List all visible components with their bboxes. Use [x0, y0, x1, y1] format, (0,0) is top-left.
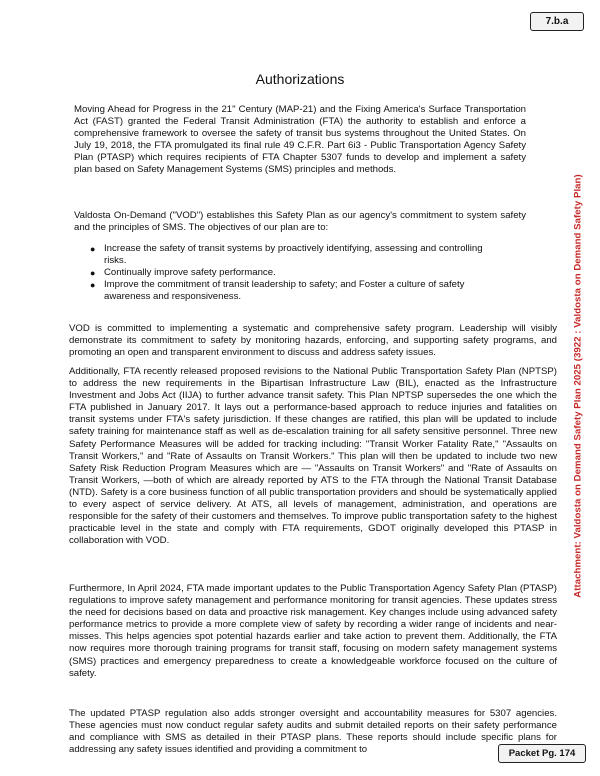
objective-text: Continually improve safety performance. — [104, 267, 276, 279]
bullet-icon: ● — [90, 280, 96, 291]
list-item — [90, 267, 504, 279]
paragraph-oversight: The updated PTASP regulation also adds stronger oversight and accountability measures for 5307 agencies. These agencies must now conduct regular safety audits and submit detailed reports on their safety performance and compliance with SMS as detailed in their PTASP plans. These reports should include specific plans for addressing any safety issues identified and providing a commitment to — [69, 708, 557, 756]
paragraph-april-2024-updates: Furthermore, In April 2024, FTA made important updates to the Public Transportation Agency Safety Plan (PTASP) regulations to improve safety management and performance monitoring for transit agencies. These updates stress the need for decisions based on data and proactive risk management. Key changes include using advanced safety performance metrics to provide a more complete view of safety by recording a wider range of incidents and near-misses. This helps agencies spot potential hazards earlier and take action to prevent them. Additionally, the FTA now requires more thorough training programs for transit staff, focusing on modern safety management systems (SMS) practices and emergency preparedness to create a knowledgeable workforce focused on the culture of safety. — [69, 583, 557, 679]
objectives-list — [90, 243, 504, 303]
agenda-item-tag: 7.b.a — [530, 12, 584, 31]
packet-page-label: Packet Pg. 174 — [498, 744, 586, 763]
paragraph-nptsp-revisions: Additionally, FTA recently released proposed revisions to the National Public Transportation Safety Plan (NPTSP) to address the new requirements in the Bipartisan Infrastructure Law (BIL), enacted as the Infrastructure Investment and Jobs Act (IIJA) to further advance transit safety. This Plan NPTSP supersedes the one which the FTA published in January 2017. It lays out a performance-based approach to reduce injuries and fatalities on transit systems under FTA's safety jurisdiction. If these changes are ratified, this plan will be updated to include safety training for maintenance staff as well as de-escalation training for all safety sensitive personnel. Three new Safety Performance Measures will be added for tracking including: "Transit Worker Fatality Rate," "Assaults on Transit Workers," and "Rate of Assaults on Transit Workers." This plan will then be updated to include two new Safety Risk Reduction Program Measures which are — "Assaults on Transit Workers" and "Rate of Assaults on Transit Workers, —both of which are already reported by ATS to the FTA through the National Transit Database (NTD). Safety is a core business function of all public transportation providers and should be systematically applied to every aspect of service delivery. At ATS, all levels of management, administration, and operations are responsible for the safety of their customers and themselves. To improve public transportation safety to the highest practicable level in the state and comply with FTA requirements, GDOT originally developed this PTASP in collaboration with VOD. — [69, 366, 557, 547]
bullet-icon: ● — [90, 268, 96, 279]
objective-text: Improve the commitment of transit leadership to safety; and Foster a culture of safety awareness and responsiveness. — [104, 279, 465, 303]
paragraph-map21-fast: Moving Ahead for Progress in the 21" Century (MAP-21) and the Fixing America's Surface Transportation Act (FAST) granted the Federal Transit Administration (FTA) the authority to establish and enforce a comprehensive framework to oversee the safety of transit bus systems throughout the United States. On July 19, 2018, the FTA promulgated its final rule 49 C.F.R. Part 6i3 - Public Transportation Agency Safety Plan (PTASP) which requires recipients of FTA Chapter 5307 funds to develop and implement a safety plan based on Safety Management Systems (SMS) principles and methods. — [74, 104, 526, 176]
bullet-icon: ● — [90, 244, 96, 254]
attachment-label: Attachment: Valdosta on Demand Safety Plan 2025 (3922 : Valdosta on Demand Safety Plan) — [572, 174, 584, 598]
list-item — [90, 243, 504, 267]
paragraph-leadership: VOD is committed to implementing a systematic and comprehensive safety program. Leadership will visibly demonstrate its commitment to safety by monitoring hazards, enforcing, and supporting safety programs, and promoting an open and transparent environment to discuss and address safety issues. — [69, 323, 557, 359]
objective-text: Increase the safety of transit systems by proactively identifying, assessing and controlling risks. — [104, 243, 483, 267]
page-title: Authorizations — [255, 71, 345, 87]
paragraph-vod-commitment: Valdosta On-Demand ("VOD") establishes this Safety Plan as our agency's commitment to system safety and the principles of SMS. The objectives of our plan are to: — [74, 210, 526, 234]
list-item — [90, 279, 504, 303]
